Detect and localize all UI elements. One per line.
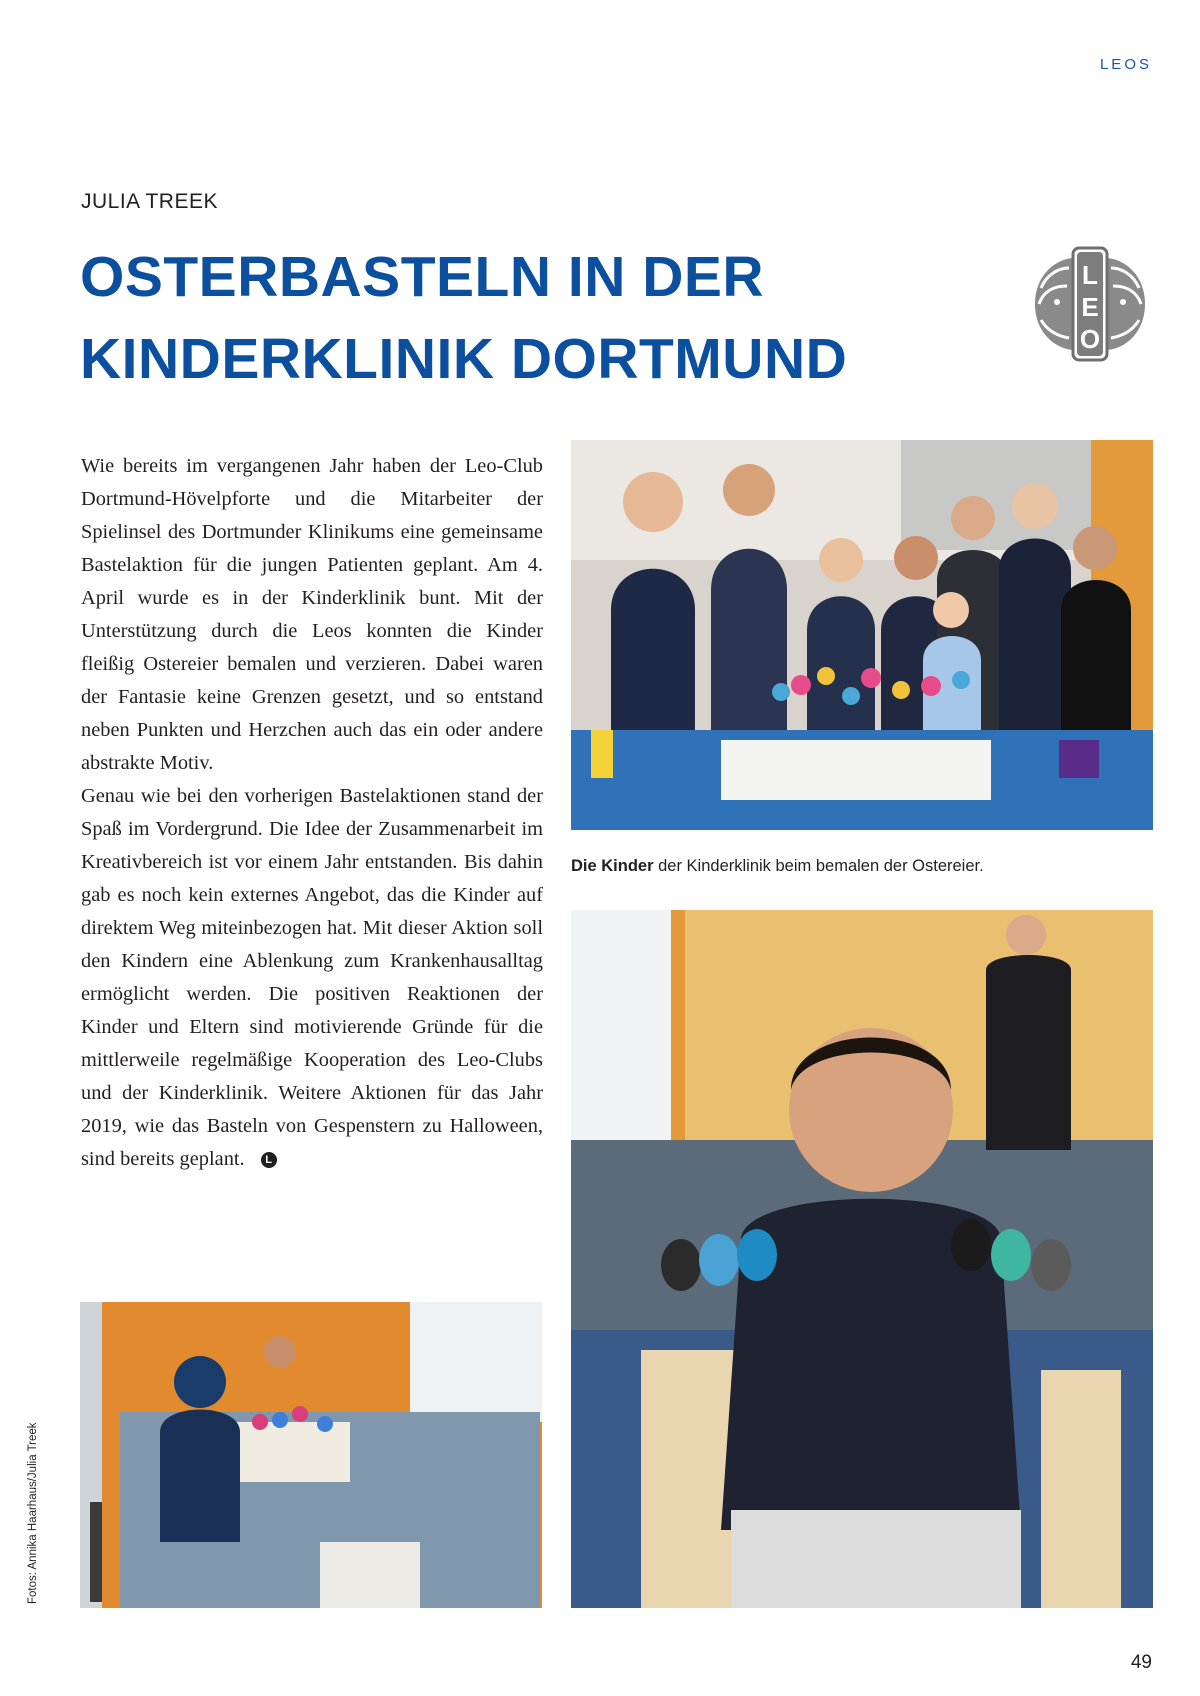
logo-letter: L [1082,260,1098,290]
logo-letter: O [1079,324,1101,354]
section-label: LEOS [1099,56,1152,73]
body-paragraph-text: Genau wie bei den vorherigen Bastelaktionen stand der Spaß im Vordergrund. Die Idee der Zusammenarbeit im Kreativbereich ist vor einem Jahr entstanden. Bis dahin gab es noch kein externes Angebot, das die Kinder auf direktem Weg miteinbezogen hat. Mit dieser Aktion soll den Kindern eine Ablenkung zum Krankenhausalltag ermöglicht werden. Die positiven Reaktionen der Kinder und Eltern sind motivierende Gründe für die mittlerweile regelmäßige Kooperation des Leo-Clubs und der Kinderklinik. Weitere Aktionen für das Jahr 2019, wie das Basteln von Gespenstern zu Halloween, sind bereits geplant. [81,785,543,1170]
photo-credit: Fotos: Annika Haarhaus/Julia Treek [27,1422,39,1604]
caption-text: der Kinderklinik beim bemalen der Ostereier. [653,857,984,875]
body-paragraph [81,780,543,1176]
page-number: 49 [1130,1652,1152,1673]
end-mark-icon: L [261,1152,277,1168]
author-name: JULIA TREEK [81,190,218,213]
caption-bold: Die Kinder [571,857,654,875]
boy-with-eggs-photo [571,910,1153,1608]
body-paragraph: Wie bereits im vergangenen Jahr haben der Leo-Club Dortmund-Hövelpforte und die Mitarbeiter der Spielinsel des Dortmunder Klinikums eine gemeinsame Bastelaktion für die jungen Patienten geplant. Am 4. April wurde es in der Kinderklinik bunt. Mit der Unterstützung durch die Leos konnten die Kinder fleißig Ostereier bemalen und verzieren. Dabei waren der Fantasie keine Grenzen gesetzt, und so entstand neben Punkten und Herzchen auch das ein oder andere abstrakte Motiv. [81,455,543,774]
logo-letter: E [1081,292,1099,322]
craft-table-photo [80,1302,542,1608]
group-photo [571,440,1153,830]
photo-caption [571,857,1153,876]
article-headline [80,236,847,400]
headline-line: KINDERKLINIK DORTMUND [80,327,848,391]
article-body [81,450,543,1176]
headline-line: OSTERBASTELN IN DER [80,245,765,309]
leo-logo-icon [1027,244,1153,364]
